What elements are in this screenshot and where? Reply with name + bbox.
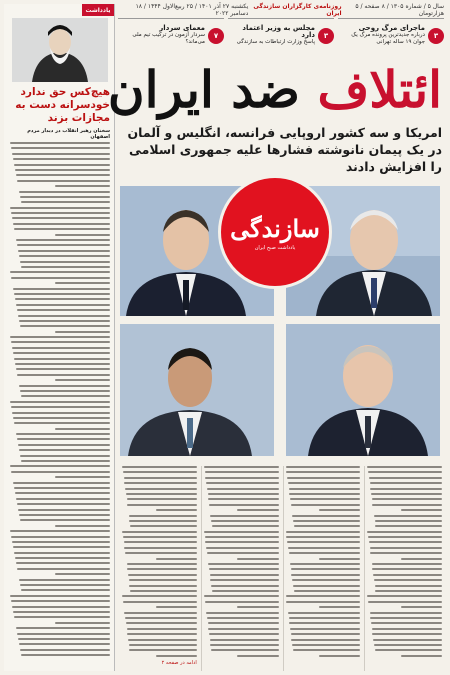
text-line (10, 465, 110, 467)
text-line (290, 498, 360, 500)
text-line (18, 250, 110, 252)
sidebar-tab: یادداشت (82, 4, 114, 16)
teaser-title: معمای سردار (159, 24, 205, 32)
text-line (291, 633, 361, 635)
text-line (375, 525, 442, 527)
text-line (237, 558, 278, 560)
text-line (205, 536, 279, 538)
text-line (12, 541, 110, 543)
text-line (370, 612, 443, 614)
leader-photo (12, 18, 108, 82)
text-line (17, 180, 110, 182)
logo-subtext: یادداشت صبح ایران (254, 244, 296, 251)
text-line (286, 471, 360, 473)
text-line (208, 622, 279, 624)
text-line (367, 466, 442, 468)
text-line (127, 504, 197, 506)
photo-bottom-left (120, 324, 274, 456)
text-line (210, 579, 278, 581)
text-line (21, 654, 110, 656)
text-line (21, 460, 110, 462)
text-line (129, 649, 196, 651)
text-line (128, 639, 197, 641)
text-line (16, 433, 110, 435)
text-line (12, 412, 110, 414)
text-line (375, 649, 442, 651)
text-line (293, 585, 360, 587)
text-line (372, 628, 442, 630)
text-line (370, 482, 443, 484)
headline-deck: امریکا و سه کشور اروپایی فرانسه، انگلیس و آلمان در یک پیمان نانوشته فشارها علیه جمهوری اسلامی را افزایش دادند (127, 125, 442, 174)
text-line (212, 590, 279, 592)
text-line (210, 515, 278, 517)
text-line (14, 358, 110, 360)
text-line (372, 568, 442, 570)
sidebar-body-text (10, 142, 110, 667)
text-line (367, 531, 442, 533)
text-line (129, 579, 197, 581)
text-line (206, 482, 279, 484)
text-line (15, 169, 110, 171)
text-line (11, 600, 110, 602)
masthead-info-row (118, 4, 444, 16)
text-line (401, 606, 442, 608)
text-line (371, 493, 442, 495)
text-line (294, 590, 361, 592)
text-line (292, 644, 360, 646)
text-line (20, 325, 110, 327)
text-line (20, 261, 110, 263)
text-line (368, 536, 442, 538)
article-column (201, 466, 279, 671)
sidebar-column (4, 4, 115, 671)
text-line (205, 477, 278, 479)
text-line (13, 223, 110, 225)
text-line (15, 557, 110, 559)
text-line (127, 633, 197, 635)
text-line (18, 509, 110, 511)
masthead (118, 4, 444, 50)
text-line (11, 471, 110, 473)
article-column (283, 466, 361, 671)
continue-note: ادامه در صفحه ۲ (161, 660, 197, 667)
text-line (16, 562, 110, 564)
text-line (19, 579, 110, 581)
text-line (13, 158, 110, 160)
text-line (293, 520, 360, 522)
publication-line: روزنامه‌ی کارگزاران سازندگی ایران (253, 3, 342, 17)
text-line (19, 320, 110, 322)
text-line (16, 304, 110, 306)
text-line (374, 515, 442, 517)
text-line (15, 492, 110, 494)
text-line (212, 525, 279, 527)
text-line (294, 525, 361, 527)
text-line (204, 466, 279, 468)
text-line (16, 239, 110, 241)
text-line (204, 595, 279, 597)
text-line (129, 520, 196, 522)
text-line (55, 428, 110, 430)
text-line (287, 477, 360, 479)
text-line (373, 639, 442, 641)
text-line (293, 649, 360, 651)
teaser-text: درباره جدیدترین پرونده مرگ یک جوان ۱۹ ساله تهرانی (351, 32, 425, 45)
text-line (210, 644, 278, 646)
text-line (374, 644, 442, 646)
text-line (291, 504, 361, 506)
text-line (375, 520, 442, 522)
text-line (319, 606, 360, 608)
text-line (292, 579, 360, 581)
date-line: یکشنبه ۲۷ آذر ۱۴۰۱ / ۲۵ ربیع‌الاول ۱۴۴۴ / ۱۸ دسامبر ۲۰۲۲ (135, 3, 249, 17)
photo-bottom-right (286, 324, 440, 456)
text-line (10, 271, 110, 273)
text-line (55, 379, 110, 381)
text-line (370, 552, 442, 554)
headline-black-words: ضد ایران (107, 60, 301, 119)
text-line (127, 498, 197, 500)
article-column (120, 466, 197, 671)
text-line (11, 212, 110, 214)
text-line (292, 515, 360, 517)
text-line (55, 525, 110, 527)
text-line (287, 541, 360, 543)
text-line (370, 617, 442, 619)
text-line (13, 352, 110, 354)
page-number-badge: ۳ (318, 28, 334, 44)
text-line (122, 531, 197, 533)
text-line (288, 482, 361, 484)
text-line (55, 282, 110, 284)
text-line (370, 488, 442, 490)
text-line (10, 207, 110, 209)
text-line (289, 622, 360, 624)
text-line (124, 612, 197, 614)
text-line (55, 476, 110, 478)
text-line (369, 477, 442, 479)
text-line (125, 552, 197, 554)
text-line (127, 628, 197, 630)
teaser-title: ماجرای مرگ روحی (358, 24, 425, 32)
text-line (205, 541, 278, 543)
text-line (17, 503, 110, 505)
article-columns (120, 466, 442, 671)
text-line (16, 174, 110, 176)
text-line (125, 488, 197, 490)
text-line (11, 277, 110, 279)
text-line (237, 606, 278, 608)
text-line (123, 601, 197, 603)
text-line (237, 509, 278, 511)
text-line (209, 568, 279, 570)
text-line (206, 612, 279, 614)
text-line (19, 191, 110, 193)
text-line (14, 552, 110, 554)
text-line (124, 547, 197, 549)
text-line (288, 547, 361, 549)
text-line (368, 601, 442, 603)
text-line (14, 487, 110, 489)
text-line (19, 643, 110, 645)
text-line (289, 617, 361, 619)
issue-info: سال ۵ / شماره ۱۳۰۵ / ۸ صفحه / ۵ هزارتومان (355, 3, 444, 17)
text-line (126, 622, 197, 624)
text-line (16, 627, 110, 629)
text-line (16, 368, 110, 370)
text-line (55, 185, 110, 187)
text-line (374, 579, 442, 581)
text-line (17, 374, 110, 376)
text-line (122, 466, 197, 468)
text-line (207, 552, 279, 554)
text-line (17, 438, 110, 440)
text-line (156, 509, 197, 511)
sazandegi-logo (221, 178, 329, 286)
logo-wordmark: سازندگی (230, 213, 320, 243)
text-line (20, 455, 110, 457)
text-line (156, 558, 197, 560)
text-line (10, 142, 110, 144)
text-line (289, 552, 361, 554)
text-line (14, 293, 110, 295)
text-line (55, 573, 110, 575)
text-line (12, 606, 110, 608)
teaser-item[interactable] (228, 18, 334, 50)
text-line (20, 519, 110, 521)
text-line (12, 217, 110, 219)
text-line (126, 493, 197, 495)
text-line (401, 558, 442, 560)
text-line (367, 595, 442, 597)
text-line (209, 504, 279, 506)
text-line (15, 363, 110, 365)
text-line (127, 568, 197, 570)
text-line (207, 617, 279, 619)
text-line (10, 336, 110, 338)
text-line (375, 585, 442, 587)
text-line (127, 563, 197, 565)
text-line (122, 595, 197, 597)
text-line (286, 595, 361, 597)
text-line (286, 531, 361, 533)
text-line (156, 655, 197, 657)
article-column (364, 466, 442, 671)
text-line (123, 536, 197, 538)
text-line (372, 563, 442, 565)
text-line (208, 493, 279, 495)
text-line (13, 611, 110, 613)
text-line (17, 633, 110, 635)
text-line (20, 649, 110, 651)
text-line (372, 633, 442, 635)
text-line (18, 444, 110, 446)
text-line (372, 498, 442, 500)
text-line (16, 498, 110, 500)
text-line (371, 622, 442, 624)
text-line (372, 504, 442, 506)
text-line (123, 471, 197, 473)
text-line (286, 601, 360, 603)
text-line (288, 612, 361, 614)
teaser-strip (118, 18, 444, 50)
page-number-badge: ۷ (208, 28, 224, 44)
text-line (211, 585, 278, 587)
text-line (11, 536, 110, 538)
text-line (15, 298, 110, 300)
text-line (211, 520, 278, 522)
text-line (10, 595, 110, 597)
text-line (13, 482, 110, 484)
text-line (211, 649, 278, 651)
text-line (13, 417, 110, 419)
text-line (368, 471, 442, 473)
text-line (14, 164, 110, 166)
text-line (208, 498, 278, 500)
text-line (210, 639, 279, 641)
text-line (319, 509, 360, 511)
text-line (205, 601, 279, 603)
text-line (17, 568, 110, 570)
text-line (14, 228, 110, 230)
text-line (20, 390, 110, 392)
text-line (124, 482, 197, 484)
text-line (289, 493, 360, 495)
text-line (290, 628, 360, 630)
teaser-text: پاسخ وزارت ارتباطات به سازندگی (236, 39, 315, 45)
text-line (291, 574, 360, 576)
text-line (156, 606, 197, 608)
text-line (369, 541, 442, 543)
text-line (11, 406, 110, 408)
text-line (286, 466, 361, 468)
text-line (290, 563, 360, 565)
text-line (20, 196, 110, 198)
text-line (401, 655, 442, 657)
text-line (12, 153, 110, 155)
text-line (14, 616, 110, 618)
page-number-badge: ۳ (428, 28, 444, 44)
text-line (21, 589, 110, 591)
text-line (129, 515, 197, 517)
text-line (19, 255, 110, 257)
text-line (12, 347, 110, 349)
text-line (124, 541, 197, 543)
text-line (21, 395, 110, 397)
text-line (209, 633, 279, 635)
text-line (319, 558, 360, 560)
text-line (55, 234, 110, 236)
text-line (210, 574, 279, 576)
text-line (129, 585, 196, 587)
text-line (13, 546, 110, 548)
teaser-item[interactable] (118, 18, 224, 50)
text-line (125, 617, 197, 619)
text-line (207, 488, 279, 490)
text-line (130, 590, 197, 592)
text-line (291, 568, 361, 570)
text-line (55, 331, 110, 333)
text-line (21, 266, 110, 268)
text-line (373, 574, 442, 576)
text-line (401, 509, 442, 511)
teaser-title: مجلس به وزیر اعتماد دارد (242, 24, 315, 39)
teaser-item[interactable] (338, 18, 444, 50)
text-line (11, 147, 110, 149)
text-line (10, 401, 110, 403)
teaser-text: سردار آزمون در ترکیب تیم ملی می‌ماند؟ (132, 32, 205, 45)
text-line (18, 638, 110, 640)
text-line (21, 201, 110, 203)
text-line (204, 531, 279, 533)
text-line (206, 547, 279, 549)
headline-red-word: ائتلاف (317, 60, 442, 119)
text-line (18, 315, 110, 317)
text-line (319, 655, 360, 657)
text-line (128, 574, 197, 576)
text-line (130, 525, 197, 527)
text-line (17, 309, 110, 311)
text-line (124, 477, 197, 479)
text-line (291, 639, 360, 641)
text-line (129, 644, 197, 646)
text-line (208, 563, 278, 565)
text-line (375, 590, 442, 592)
text-line (289, 488, 361, 490)
text-line (19, 385, 110, 387)
sidebar-headline: هیچ‌کس حق ندارد خودسرانه دست به مجازات بزند (15, 86, 110, 124)
text-line (20, 584, 110, 586)
text-line (13, 288, 110, 290)
text-line (17, 244, 110, 246)
sidebar-subline: سخنان رهبر انقلاب در دیدار مردم اصفهان (27, 128, 110, 140)
text-line (370, 547, 443, 549)
text-line (11, 341, 110, 343)
text-line (19, 514, 110, 516)
text-line (10, 530, 110, 532)
text-line (237, 655, 278, 657)
text-line (205, 471, 279, 473)
text-line (19, 449, 110, 451)
main-headline (107, 56, 442, 124)
text-line (14, 422, 110, 424)
text-line (286, 536, 360, 538)
text-line (208, 628, 278, 630)
text-line (55, 622, 110, 624)
